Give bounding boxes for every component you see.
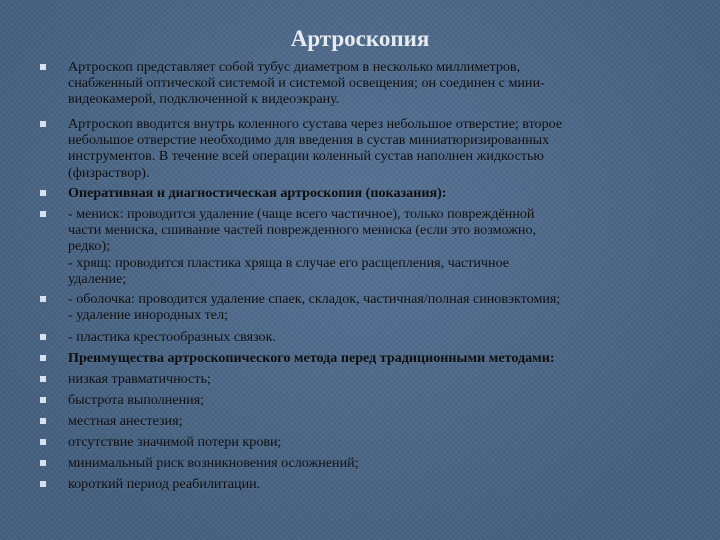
item-line: части мениска, сшивание частей поврежденного мениска (если это возможно, — [68, 222, 537, 239]
item-line: минимальный риск возникновения осложнений; — [68, 455, 359, 471]
square-bullet-icon — [40, 121, 46, 127]
item-line: - пластика крестообразных связок. — [68, 329, 276, 345]
square-bullet-icon — [40, 460, 46, 466]
item-line: снабженный оптической системой и системой освещения; он соединен с мини- — [68, 75, 545, 92]
item-line: Артроскоп вводится внутрь коленного сустава через небольшое отверстие; второе — [68, 116, 563, 132]
square-bullet-icon — [40, 355, 46, 361]
item-line: видеокамерой, подключенной к видеоэкрану. — [68, 91, 340, 108]
square-bullet-icon — [40, 190, 46, 196]
item-line: Преимущества артроскопического метода перед традиционными методами: — [68, 350, 555, 366]
square-bullet-icon — [40, 296, 46, 302]
item-line: Оперативная и диагностическая артроскопия (показания): — [68, 185, 447, 201]
square-bullet-icon — [40, 334, 46, 340]
item-line: - мениск: проводится удаление (чаще всего частичное), только повреждённой — [68, 206, 535, 222]
item-line: (физраствор). — [68, 164, 150, 181]
square-bullet-icon — [40, 439, 46, 445]
square-bullet-icon — [40, 64, 46, 70]
item-line: - оболочка: проводится удаление спаек, складок, частичная/полная синовэктомия; — [68, 291, 561, 307]
item-line: местная анестезия; — [68, 413, 183, 429]
item-line: быстрота выполнения; — [68, 392, 205, 408]
item-line: короткий период реабилитации. — [68, 476, 261, 492]
square-bullet-icon — [40, 397, 46, 403]
item-line: отсутствие значимой потери крови; — [68, 434, 282, 450]
slide-title: Артроскопия — [290, 26, 430, 51]
item-line: - удаление инородных тел; — [68, 307, 229, 324]
square-bullet-icon — [40, 481, 46, 487]
item-line: низкая травматичность; — [68, 371, 211, 387]
item-line: редко); — [68, 238, 111, 255]
square-bullet-icon — [40, 211, 46, 217]
item-line: Артроскоп представляет собой тубус диаметром в несколько миллиметров, — [68, 59, 521, 75]
square-bullet-icon — [40, 376, 46, 382]
item-line: инструментов. В течение всей операции коленный сустав наполнен жидкостью — [68, 148, 544, 165]
item-line: удаление; — [68, 270, 127, 287]
item-line: - хрящ: проводится пластика хряща в случае его расщепления, частичное — [68, 254, 510, 271]
item-line: небольшое отверстие необходимо для введения в сустав миниатюризированных — [68, 132, 550, 149]
square-bullet-icon — [40, 418, 46, 424]
